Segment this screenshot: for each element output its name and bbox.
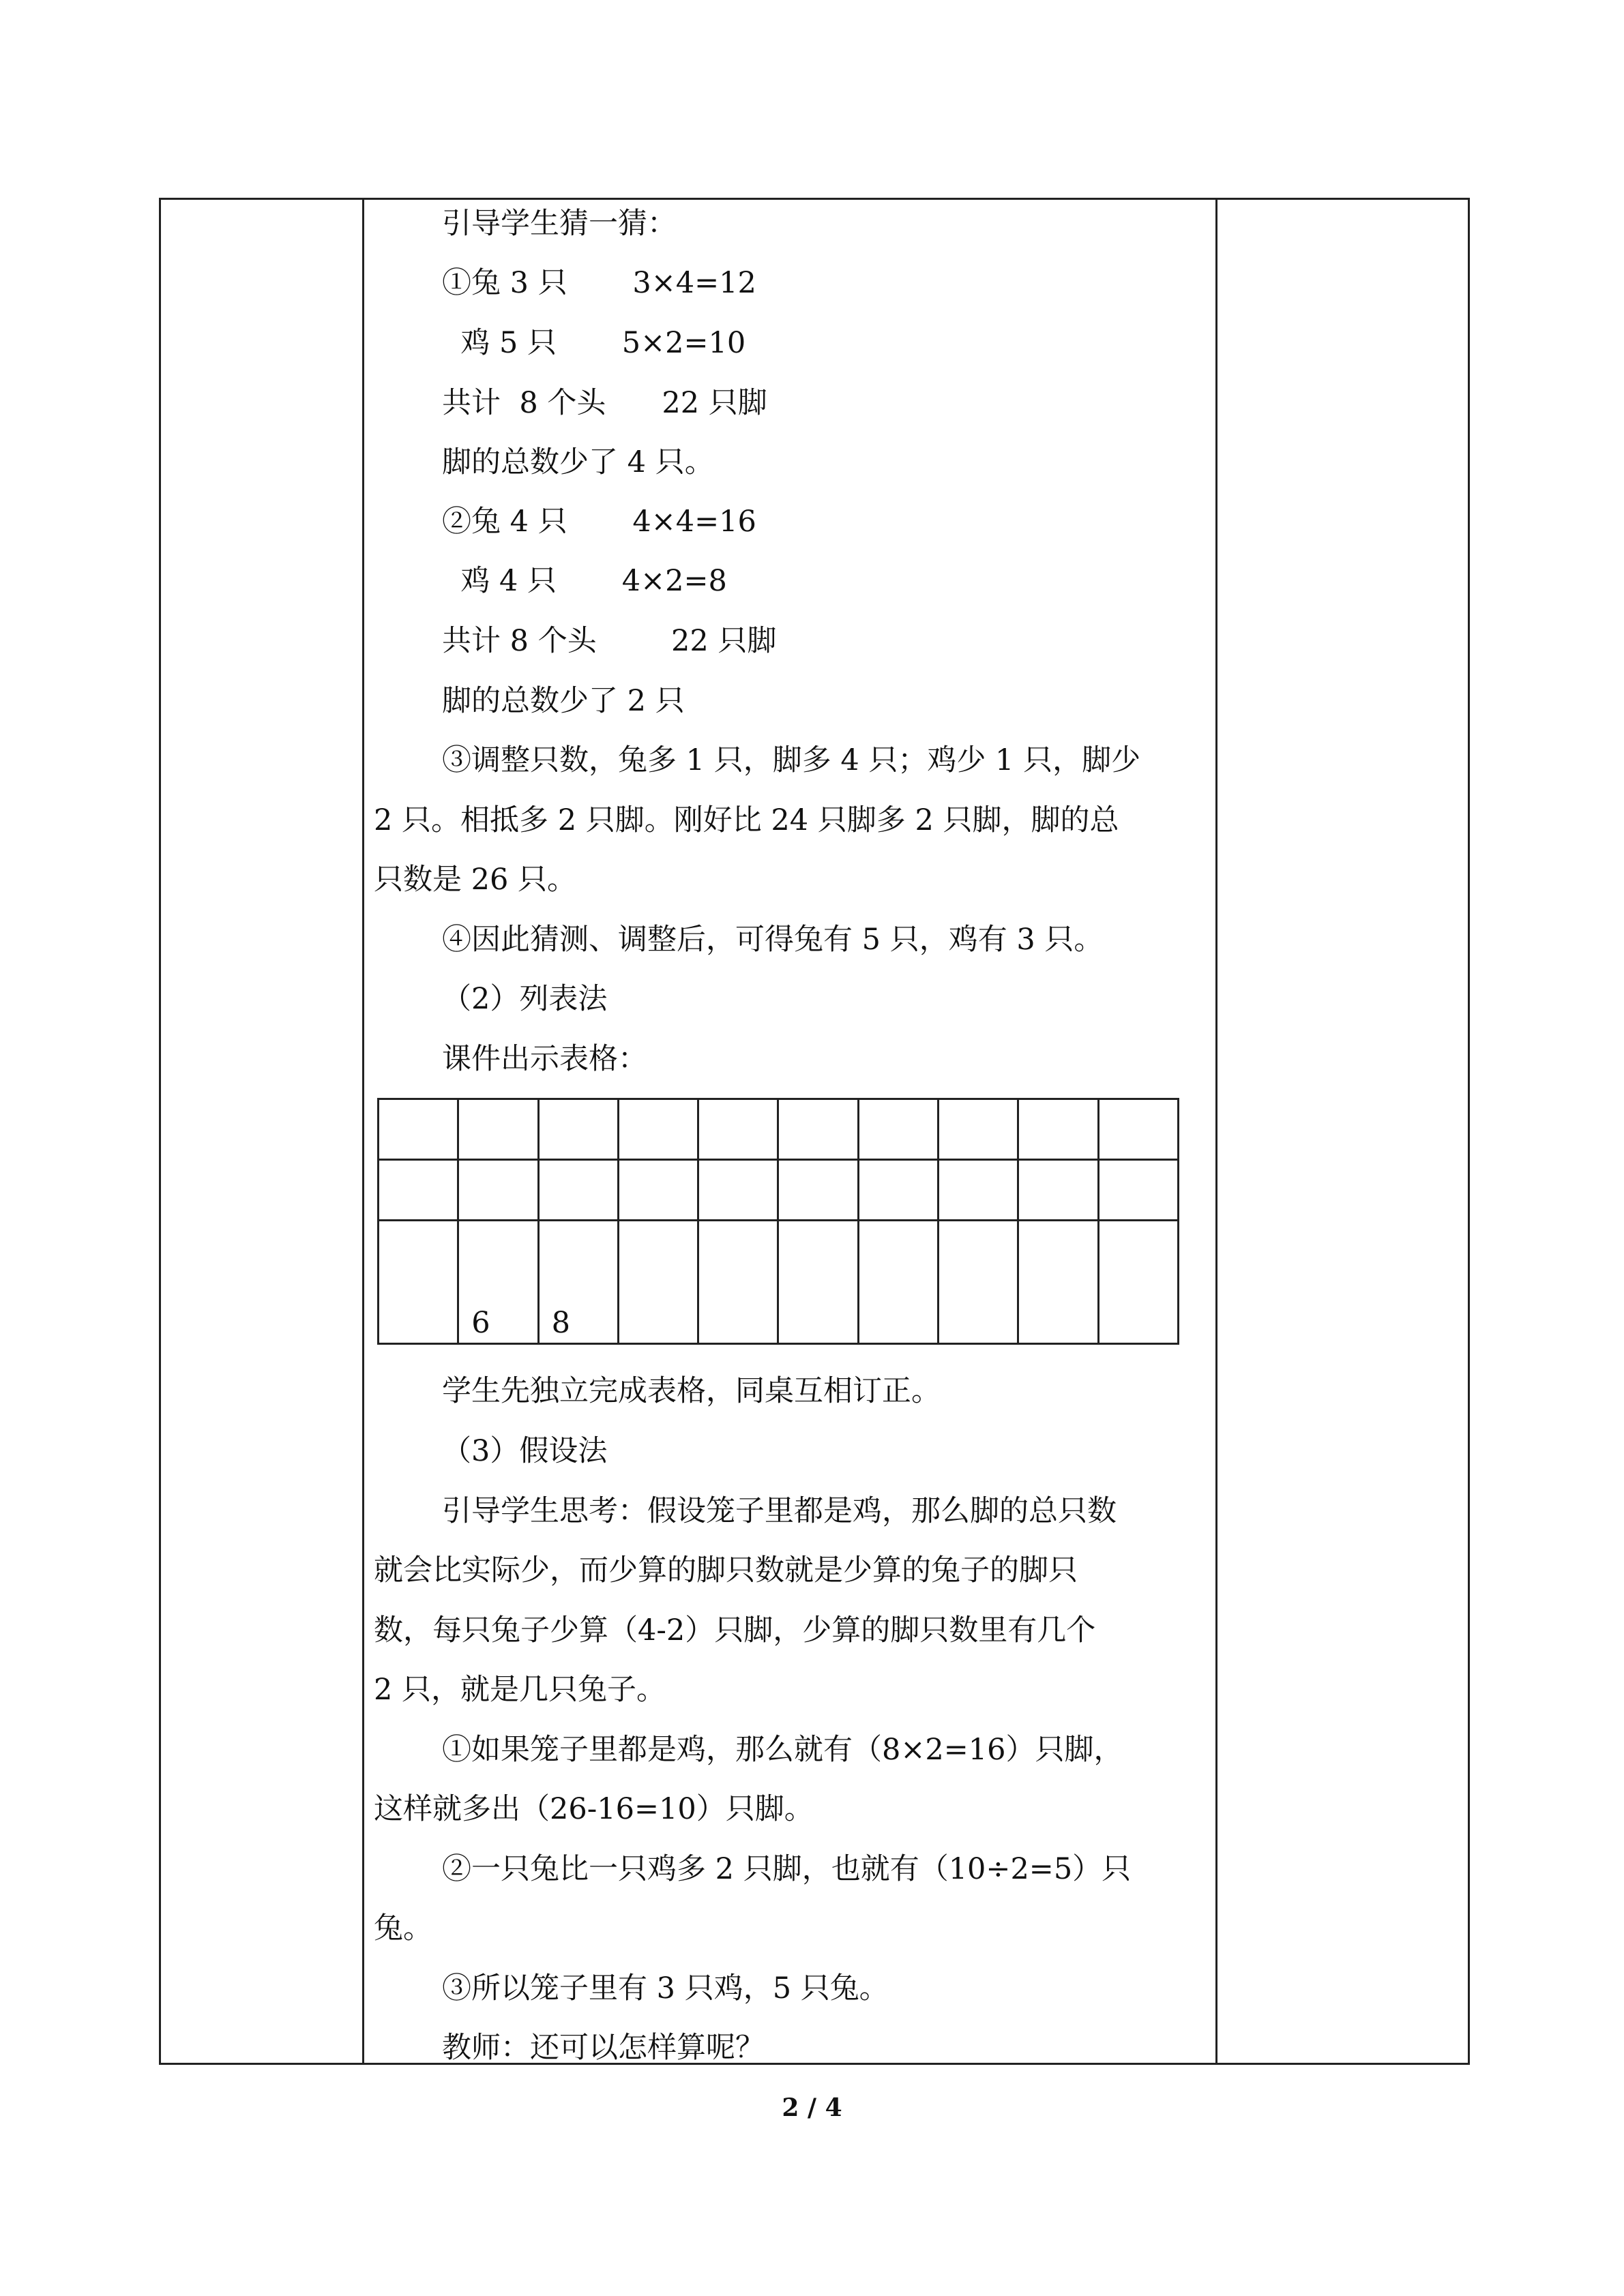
table-cell (939, 1221, 1018, 1344)
text-line: ②兔 4 只 4×4=16 (442, 505, 756, 539)
table-cell (939, 1099, 1018, 1160)
table-cell (1018, 1221, 1098, 1344)
section-heading: （3）假设法 (442, 1434, 608, 1468)
table-cell (379, 1221, 458, 1344)
table-row (379, 1221, 1179, 1344)
text-line: 学生先独立完成表格，同桌互相订正。 (442, 1374, 941, 1408)
section-heading: （2）列表法 (442, 982, 608, 1016)
text-line: 兔。 (374, 1911, 432, 1945)
text-line: ①如果笼子里都是鸡，那么就有（8×2=16）只脚， (442, 1733, 1123, 1767)
table-cell (698, 1221, 778, 1344)
table-cell-value: 6 (471, 1306, 490, 1340)
text-line: 鸡 5 只 5×2=10 (442, 326, 746, 360)
text-line: 引导学生猜一猜： (442, 207, 677, 241)
table-cell (778, 1160, 858, 1221)
table-row (379, 1099, 1179, 1160)
table-cell (1098, 1099, 1178, 1160)
table-cell (698, 1099, 778, 1160)
table-cell (698, 1160, 778, 1221)
table-cell (778, 1099, 858, 1160)
text-line: 共计 8 个头 22 只脚 (442, 624, 777, 658)
text-line: 脚的总数少了 2 只 (442, 684, 685, 718)
table-cell (1098, 1221, 1178, 1344)
column-divider-left (362, 200, 364, 2063)
table-row (379, 1160, 1179, 1221)
table-cell (538, 1099, 618, 1160)
table-cell (1018, 1099, 1098, 1160)
enumeration-table (377, 1098, 1179, 1345)
table-cell (858, 1221, 938, 1344)
text-line: 教师：还可以怎样算呢？ (442, 2031, 765, 2065)
table-cell (379, 1099, 458, 1160)
text-line: 2 只。相抵多 2 只脚。刚好比 24 只脚多 2 只脚，脚的总 (374, 803, 1119, 837)
text-line: ②一只兔比一只鸡多 2 只脚，也就有（10÷2=5）只 (442, 1852, 1132, 1886)
table-cell (1098, 1160, 1178, 1221)
table-cell (618, 1160, 698, 1221)
table-cell (858, 1099, 938, 1160)
table-cell-value: 8 (551, 1306, 570, 1340)
text-line: 这样就多出（26-16=10）只脚。 (374, 1792, 814, 1826)
text-line: 脚的总数少了 4 只。 (442, 445, 714, 479)
text-line: 引导学生思考：假设笼子里都是鸡，那么脚的总只数 (442, 1494, 1117, 1528)
text-line: 共计 8 个头 22 只脚 (442, 386, 767, 420)
table-cell (858, 1160, 938, 1221)
column-divider-right (1215, 200, 1217, 2063)
text-line: ③所以笼子里有 3 只鸡，5 只兔。 (442, 1971, 889, 2006)
text-line: 2 只，就是几只兔子。 (374, 1673, 666, 1707)
text-line: 就会比实际少，而少算的脚只数就是少算的兔子的脚只 (374, 1553, 1078, 1587)
table-cell (458, 1160, 538, 1221)
table-cell (538, 1160, 618, 1221)
table-cell (538, 1221, 618, 1344)
text-line: ④因此猜测、调整后，可得兔有 5 只，鸡有 3 只。 (442, 923, 1104, 957)
text-line: ①兔 3 只 3×4=12 (442, 266, 756, 300)
table-cell (618, 1099, 698, 1160)
text-line: 数，每只兔子少算（4-2）只脚，少算的脚只数里有几个 (374, 1613, 1096, 1648)
table-cell (379, 1160, 458, 1221)
table-cell (939, 1160, 1018, 1221)
text-line: ③调整只数，兔多 1 只，脚多 4 只；鸡少 1 只，脚少 (442, 743, 1141, 777)
text-line: 鸡 4 只 4×2=8 (442, 564, 727, 598)
table-cell (618, 1221, 698, 1344)
table-cell (1018, 1160, 1098, 1221)
text-line: 课件出示表格： (442, 1042, 647, 1076)
table-cell (458, 1221, 538, 1344)
text-line: 只数是 26 只。 (374, 863, 577, 897)
page-number: 2 / 4 (782, 2093, 842, 2122)
table-cell (778, 1221, 858, 1344)
table-cell (458, 1099, 538, 1160)
